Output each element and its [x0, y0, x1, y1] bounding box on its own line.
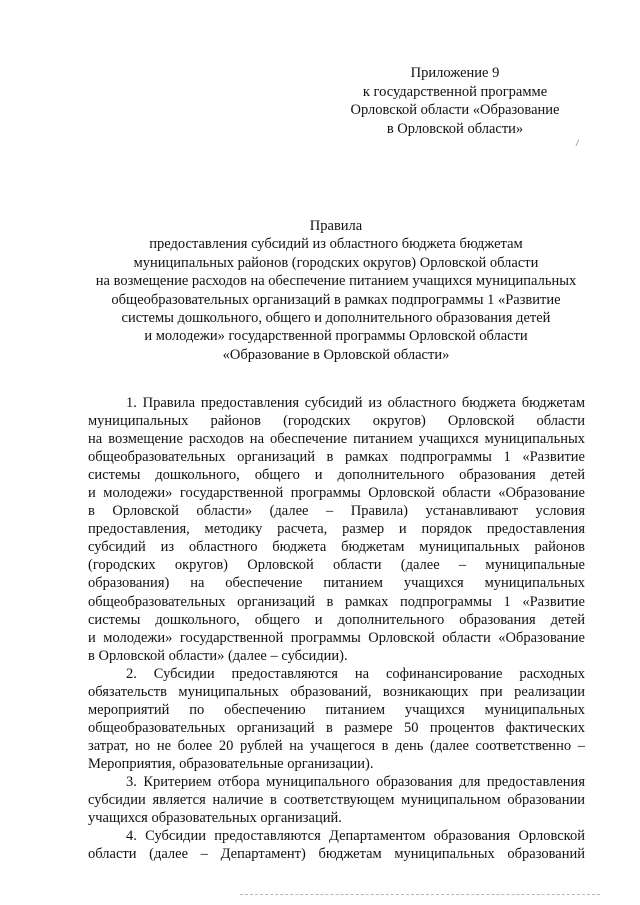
scan-mark: / [576, 138, 579, 148]
title-line: Правила [309, 218, 363, 234]
title-line: и молодежи» государственной программы Орловской области [144, 328, 528, 345]
paragraph-line: 3. Критерием отбора муниципального образования для предоставления [126, 773, 585, 790]
paragraph-line: мероприятий по обеспечению питанием учащихся муниципальных [88, 701, 585, 718]
paragraph-line: в Орловской области» (далее – Правила) устанавливают условия [88, 503, 585, 520]
document-title [60, 217, 612, 364]
paragraph-line: и молодежи» государственной программы Орловской области «Образование [88, 629, 585, 646]
title-line: «Образование в Орловской области» [222, 346, 450, 363]
paragraph-line: затрат, но не более 20 рублей на учащегося в день (далее соответственно – [88, 737, 585, 754]
paragraph-line: в Орловской области» (далее – субсидии). [88, 647, 348, 664]
paragraph-line: субсидий из областного бюджета бюджетам муниципальных районов [88, 539, 585, 556]
paragraph-line: субсидии является наличие в соответствующем муниципальном образовании [88, 792, 585, 809]
paragraph-line: муниципальных районов (городских округов) Орловской области [88, 413, 585, 430]
scan-edge-divider [240, 894, 600, 895]
title-line: на возмещение расходов на обеспечение питанием учащихся муниципальных [95, 273, 577, 290]
appendix-line: Орловской области «Образование [350, 102, 560, 118]
paragraph-line: на возмещение расходов на обеспечение питанием учащихся муниципальных [88, 431, 585, 448]
paragraph-line: общеобразовательных организаций в рамках подпрограммы 1 «Развитие [88, 593, 585, 610]
paragraph-line: обязательств муниципальных образований, возникающих при реализации [88, 683, 585, 700]
paragraph-line: области (далее – Департамент) бюджетам муниципальных образований [88, 846, 585, 863]
paragraph-line: 1. Правила предоставления субсидий из областного бюджета бюджетам [126, 395, 585, 411]
appendix-line: Приложение 9 [410, 65, 500, 81]
paragraph-line: 4. Субсидии предоставляются Департаментом образования Орловской [126, 828, 585, 845]
title-line: предоставления субсидий из областного бюджета бюджетам [149, 236, 523, 253]
title-line: системы дошкольного, общего и дополнительного образования детей [121, 310, 551, 327]
title-line: общеобразовательных организаций в рамках подпрограммы 1 «Развитие [111, 291, 561, 308]
paragraph-line: общеобразовательных организаций в размере 50 процентов фактических [88, 719, 585, 736]
paragraph-line: (городских округов) Орловской области (далее – муниципальные [88, 557, 585, 574]
paragraph-line: и молодежи» государственной программы Орловской области «Образование [88, 485, 585, 502]
paragraph-line: образования) на обеспечение питанием учащихся муниципальных [88, 575, 585, 592]
paragraph-line: общеобразовательных организаций в рамках подпрограммы 1 «Развитие [88, 449, 585, 466]
paragraph-line: 2. Субсидии предоставляются на софинансирование расходных [126, 665, 585, 682]
paragraph-line: системы дошкольного, общего и дополнительного образования детей [88, 611, 585, 628]
appendix-line: к государственной программе [362, 83, 548, 100]
document-body [88, 394, 585, 863]
paragraph-line: учащихся образовательных организаций. [88, 810, 342, 827]
paragraph-line: Мероприятия, образовательные организации). [88, 755, 374, 772]
appendix-line: в Орловской области» [386, 120, 524, 137]
paragraph-line: системы дошкольного, общего и дополнительного образования детей [88, 467, 585, 484]
appendix-header [330, 64, 580, 138]
paragraph-line: предоставления, методику расчета, размер и порядок предоставления [88, 521, 585, 538]
title-line: муниципальных районов (городских округов) Орловской области [133, 254, 539, 271]
